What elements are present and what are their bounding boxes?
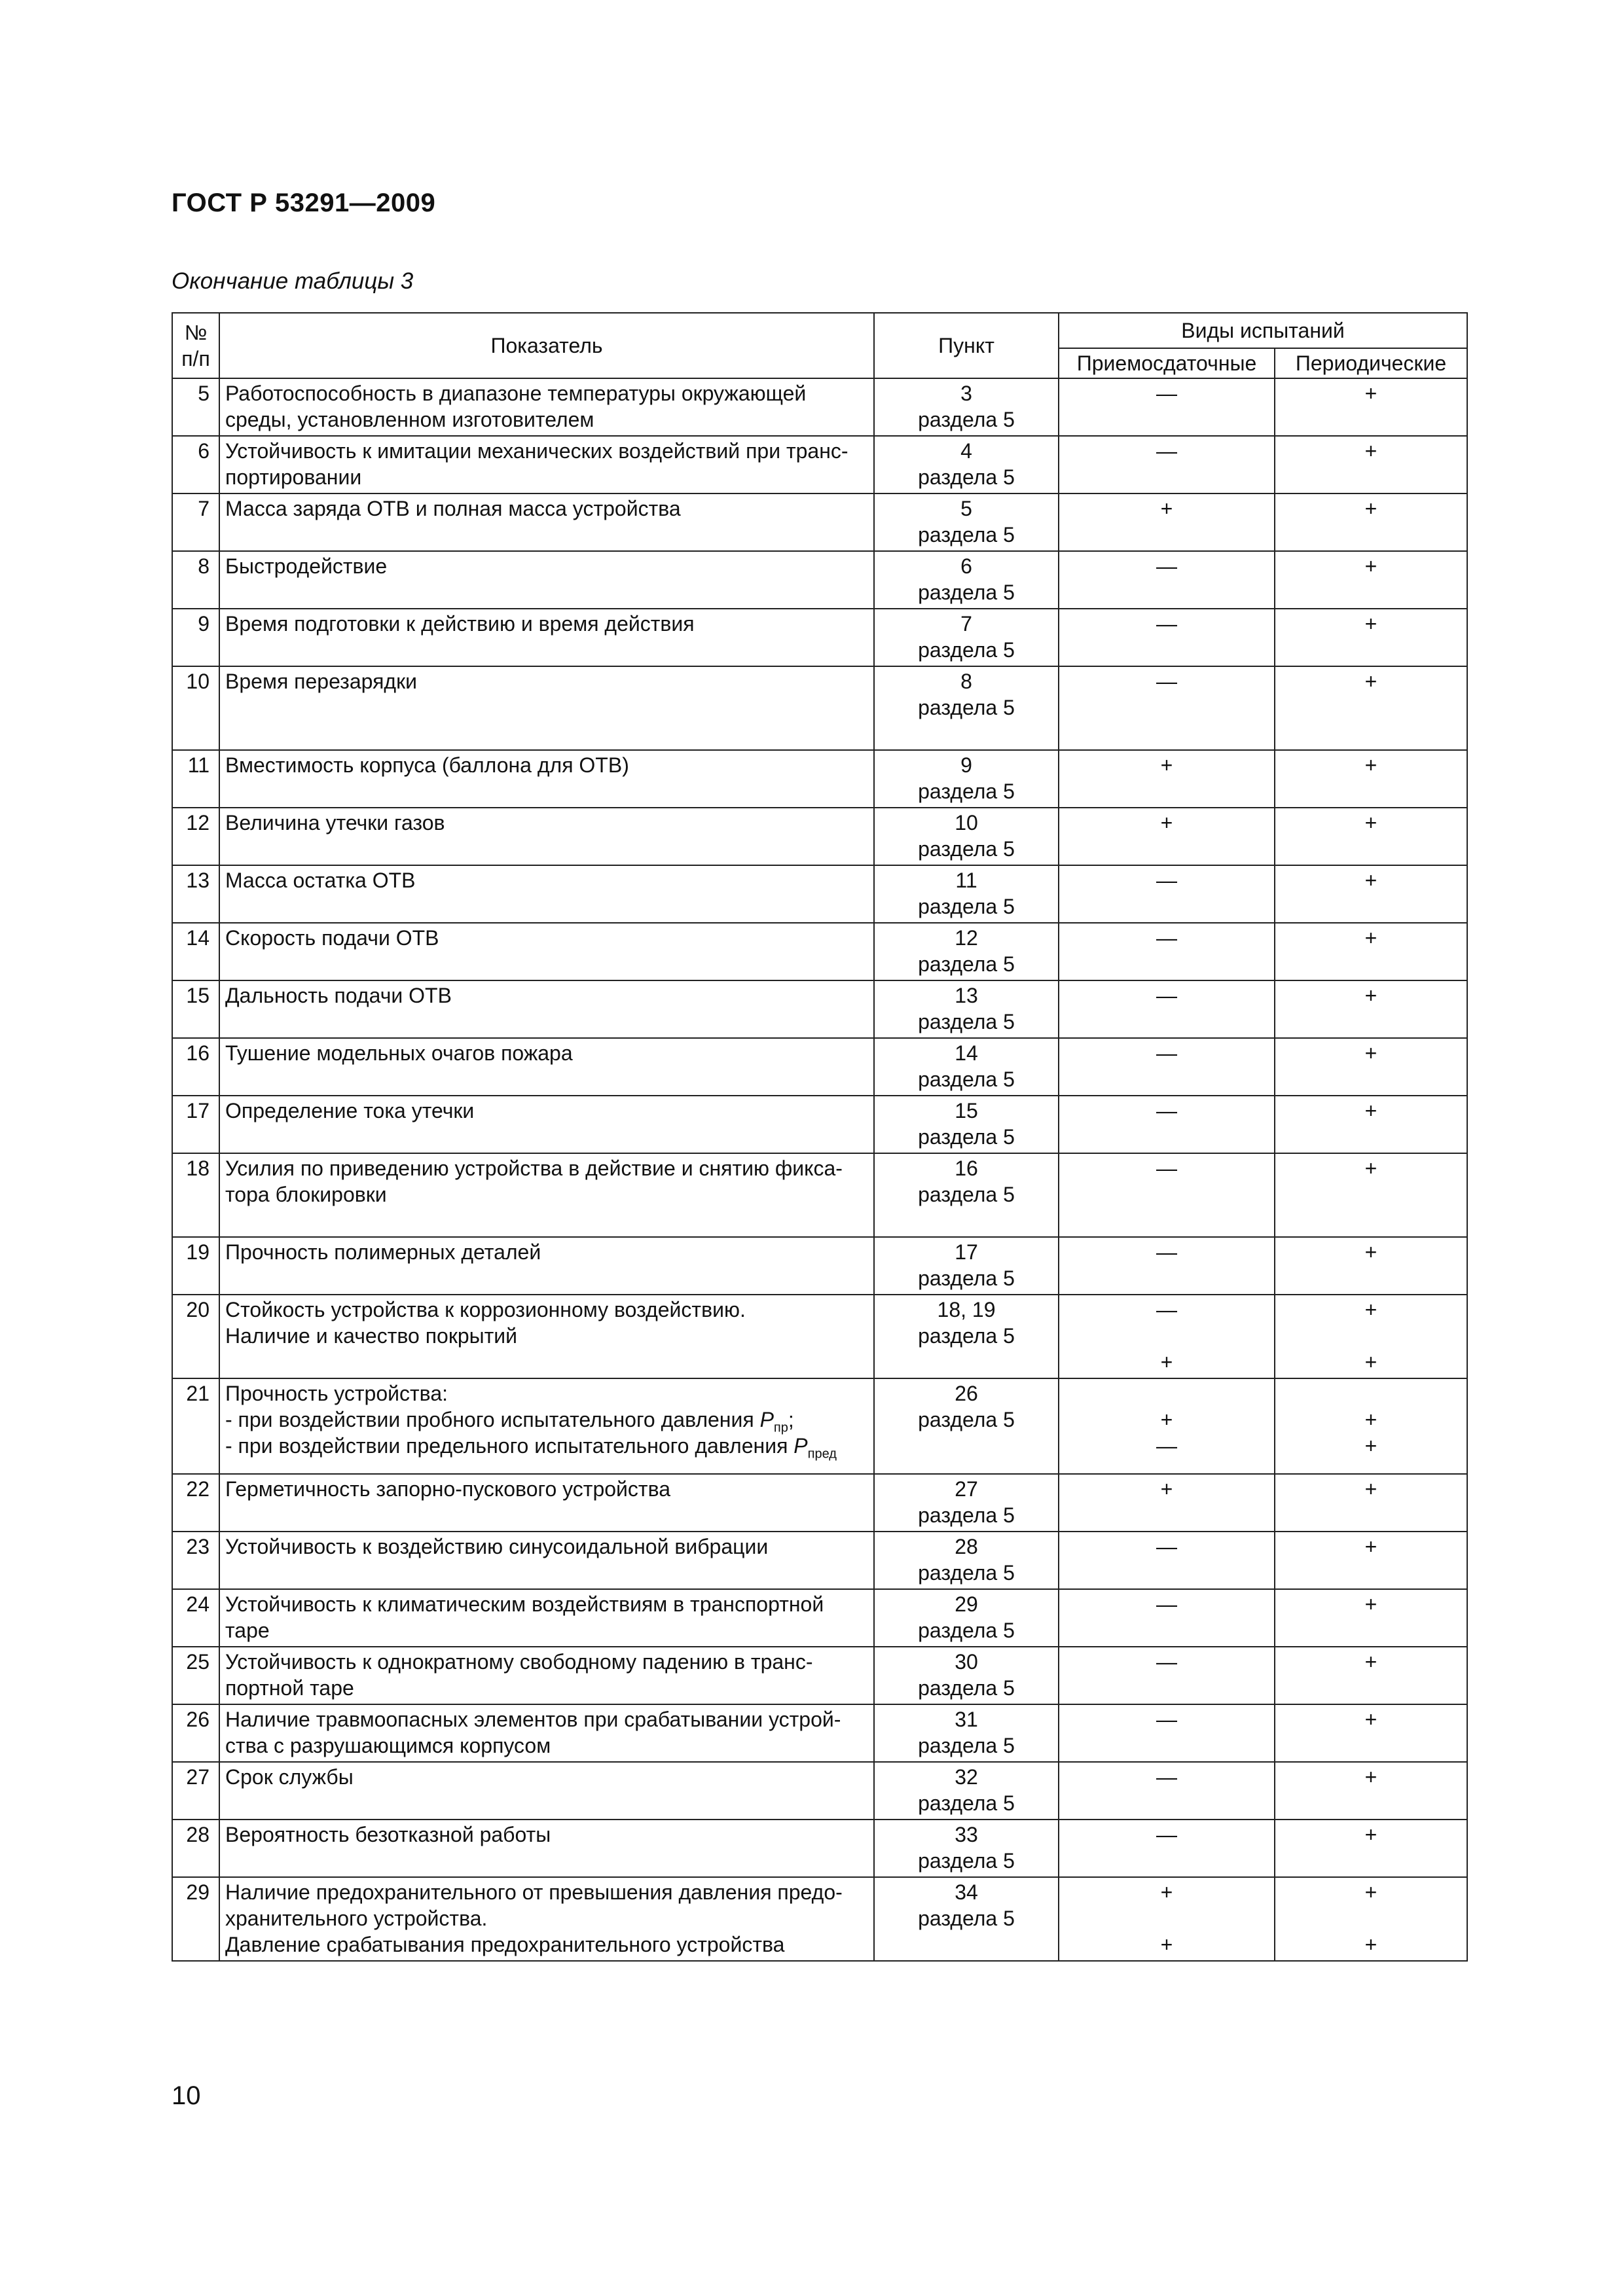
- periodic-mark: +: [1275, 1762, 1467, 1820]
- clause-cell: 15 раздела 5: [874, 1096, 1059, 1153]
- acceptance-mark: —: [1059, 1096, 1275, 1153]
- indicator-line: Скорость подачи ОТВ: [225, 926, 439, 950]
- clause-cell: 33 раздела 5: [874, 1820, 1059, 1877]
- row-number: 11: [172, 750, 219, 808]
- col-header-test-kinds: Виды испытаний: [1059, 313, 1467, 348]
- row-number: 9: [172, 609, 219, 666]
- indicator-cell: [219, 1877, 874, 1961]
- indicator-line: Устойчивость к климатическим воздействиям в транспортной: [225, 1592, 824, 1616]
- indicator-line: Прочность устройства:: [225, 1382, 448, 1405]
- periodic-mark: +: [1275, 1589, 1467, 1647]
- table-row: [172, 1877, 1467, 1961]
- indicator-line: Наличие предохранительного от превышения давления предо-: [225, 1880, 843, 1904]
- indicator-line: Работоспособность в диапазоне температуры окружающей: [225, 382, 807, 405]
- clause-cell: 12 раздела 5: [874, 923, 1059, 980]
- row-number: 25: [172, 1647, 219, 1704]
- periodic-mark: +: [1275, 666, 1467, 750]
- indicator-cell: [219, 1532, 874, 1589]
- indicator-line: Устойчивость к однократному свободному падению в транс-: [225, 1650, 813, 1674]
- acceptance-mark: —: [1059, 980, 1275, 1038]
- row-number: 14: [172, 923, 219, 980]
- acceptance-mark: —: [1059, 609, 1275, 666]
- acceptance-mark: —: [1059, 923, 1275, 980]
- clause-cell: 17 раздела 5: [874, 1237, 1059, 1295]
- indicator-cell: [219, 808, 874, 865]
- acceptance-mark: —: [1059, 436, 1275, 493]
- acceptance-mark: —: [1059, 1704, 1275, 1762]
- acceptance-mark: +: [1059, 750, 1275, 808]
- clause-cell: 34 раздела 5: [874, 1877, 1059, 1961]
- acceptance-mark: +: [1059, 1474, 1275, 1532]
- table-row: [172, 1474, 1467, 1532]
- table-row: [172, 808, 1467, 865]
- indicator-line: Наличие травмоопасных элементов при срабатывании устрой-: [225, 1708, 841, 1731]
- acceptance-mark: —: [1059, 378, 1275, 436]
- table-row: [172, 493, 1467, 551]
- clause-cell: 7 раздела 5: [874, 609, 1059, 666]
- row-number: 23: [172, 1532, 219, 1589]
- row-number: 6: [172, 436, 219, 493]
- indicator-cell: [219, 1647, 874, 1704]
- indicator-line: Время подготовки к действию и время действия: [225, 612, 695, 636]
- acceptance-mark: +: [1059, 493, 1275, 551]
- indicator-line: Дальность подачи ОТВ: [225, 984, 452, 1007]
- table-body: [172, 378, 1467, 1961]
- acceptance-mark: + +: [1059, 1877, 1275, 1961]
- acceptance-mark: —: [1059, 551, 1275, 609]
- indicator-line: Прочность полимерных деталей: [225, 1240, 541, 1264]
- indicator-line: ства с разрушающимся корпусом: [225, 1734, 551, 1757]
- periodic-mark: +: [1275, 1153, 1467, 1237]
- indicator-line: портной таре: [225, 1676, 354, 1700]
- tests-table: [172, 312, 1468, 1962]
- document-title: ГОСТ Р 53291—2009: [172, 188, 436, 217]
- acceptance-mark: —: [1059, 1820, 1275, 1877]
- clause-cell: 4 раздела 5: [874, 436, 1059, 493]
- row-number: 15: [172, 980, 219, 1038]
- clause-cell: 16 раздела 5: [874, 1153, 1059, 1237]
- clause-cell: 9 раздела 5: [874, 750, 1059, 808]
- row-number: 17: [172, 1096, 219, 1153]
- acceptance-mark: + —: [1059, 1378, 1275, 1474]
- table-row: [172, 750, 1467, 808]
- indicator-cell: [219, 436, 874, 493]
- table-row: [172, 1295, 1467, 1378]
- acceptance-mark: —: [1059, 1589, 1275, 1647]
- indicator-line: Масса остатка ОТВ: [225, 869, 416, 892]
- indicator-cell: [219, 493, 874, 551]
- table-caption: Окончание таблицы 3: [172, 268, 414, 294]
- indicator-cell: [219, 1295, 874, 1378]
- periodic-mark: +: [1275, 750, 1467, 808]
- table-row: [172, 666, 1467, 750]
- indicator-cell: [219, 1704, 874, 1762]
- indicator-cell: [219, 1378, 874, 1474]
- periodic-mark: + +: [1275, 1378, 1467, 1474]
- clause-cell: 32 раздела 5: [874, 1762, 1059, 1820]
- table-row: [172, 1038, 1467, 1096]
- acceptance-mark: — +: [1059, 1295, 1275, 1378]
- acceptance-mark: —: [1059, 1153, 1275, 1237]
- indicator-line: среды, установленном изготовителем: [225, 408, 594, 431]
- acceptance-mark: —: [1059, 865, 1275, 923]
- periodic-mark: +: [1275, 1096, 1467, 1153]
- acceptance-mark: —: [1059, 666, 1275, 750]
- row-number: 20: [172, 1295, 219, 1378]
- periodic-mark: +: [1275, 1532, 1467, 1589]
- periodic-mark: +: [1275, 493, 1467, 551]
- periodic-mark: +: [1275, 1038, 1467, 1096]
- clause-cell: 3 раздела 5: [874, 378, 1059, 436]
- acceptance-mark: —: [1059, 1532, 1275, 1589]
- indicator-cell: [219, 666, 874, 750]
- indicator-line: Вместимость корпуса (баллона для ОТВ): [225, 753, 629, 777]
- indicator-line: Масса заряда ОТВ и полная масса устройства: [225, 497, 681, 520]
- indicator-line: Стойкость устройства к коррозионному воздействию.: [225, 1298, 746, 1321]
- table-row: [172, 551, 1467, 609]
- table-row: [172, 1762, 1467, 1820]
- row-number: 27: [172, 1762, 219, 1820]
- periodic-mark: +: [1275, 1647, 1467, 1704]
- row-number: 19: [172, 1237, 219, 1295]
- clause-cell: 6 раздела 5: [874, 551, 1059, 609]
- periodic-mark: +: [1275, 378, 1467, 436]
- indicator-cell: [219, 923, 874, 980]
- table-row: [172, 436, 1467, 493]
- indicator-cell: [219, 750, 874, 808]
- col-header-indicator: Показатель: [219, 313, 874, 378]
- clause-cell: 28 раздела 5: [874, 1532, 1059, 1589]
- row-number: 16: [172, 1038, 219, 1096]
- periodic-mark: +: [1275, 923, 1467, 980]
- row-number: 22: [172, 1474, 219, 1532]
- page-number: 10: [172, 2081, 201, 2110]
- row-number: 21: [172, 1378, 219, 1474]
- table-header: [172, 313, 1467, 378]
- col-header-acceptance: Приемосдаточные: [1059, 348, 1275, 378]
- clause-cell: 10 раздела 5: [874, 808, 1059, 865]
- table-row: [172, 378, 1467, 436]
- periodic-mark: +: [1275, 551, 1467, 609]
- row-number: 26: [172, 1704, 219, 1762]
- indicator-line: Тушение модельных очагов пожара: [225, 1041, 573, 1065]
- table-row: [172, 1378, 1467, 1474]
- indicator-cell: [219, 1762, 874, 1820]
- row-number: 29: [172, 1877, 219, 1961]
- table-row: [172, 1589, 1467, 1647]
- acceptance-mark: —: [1059, 1647, 1275, 1704]
- periodic-mark: +: [1275, 1237, 1467, 1295]
- col-header-clause: Пункт: [874, 313, 1059, 378]
- table-row: [172, 1647, 1467, 1704]
- indicator-cell: [219, 609, 874, 666]
- periodic-mark: +: [1275, 865, 1467, 923]
- table-row: [172, 865, 1467, 923]
- indicator-line: Величина утечки газов: [225, 811, 445, 834]
- periodic-mark: +: [1275, 436, 1467, 493]
- indicator-line: - при воздействии пробного испытательного давления $P_{пр}$;: [225, 1408, 794, 1435]
- col-header-periodic: Периодические: [1275, 348, 1467, 378]
- acceptance-mark: —: [1059, 1237, 1275, 1295]
- row-number: 12: [172, 808, 219, 865]
- indicator-line: Быстродействие: [225, 554, 388, 578]
- periodic-mark: +: [1275, 980, 1467, 1038]
- indicator-line: Определение тока утечки: [225, 1099, 475, 1122]
- indicator-line: тора блокировки: [225, 1183, 387, 1206]
- indicator-line: портировании: [225, 465, 362, 489]
- periodic-mark: +: [1275, 1820, 1467, 1877]
- clause-cell: 29 раздела 5: [874, 1589, 1059, 1647]
- indicator-line: Устойчивость к имитации механических воздействий при транс-: [225, 439, 848, 463]
- indicator-line: Герметичность запорно-пускового устройства: [225, 1477, 670, 1501]
- indicator-cell: [219, 1589, 874, 1647]
- indicator-line: Срок службы: [225, 1765, 354, 1789]
- clause-cell: 14 раздела 5: [874, 1038, 1059, 1096]
- clause-cell: 30 раздела 5: [874, 1647, 1059, 1704]
- indicator-cell: [219, 865, 874, 923]
- periodic-mark: +: [1275, 808, 1467, 865]
- indicator-cell: [219, 1820, 874, 1877]
- periodic-mark: + +: [1275, 1295, 1467, 1378]
- table-row: [172, 923, 1467, 980]
- acceptance-mark: —: [1059, 1038, 1275, 1096]
- indicator-cell: [219, 980, 874, 1038]
- col-header-num: № п/п: [172, 313, 219, 378]
- indicator-cell: [219, 551, 874, 609]
- indicator-cell: [219, 1474, 874, 1532]
- periodic-mark: +: [1275, 1474, 1467, 1532]
- indicator-line: Устойчивость к воздействию синусоидальной вибрации: [225, 1535, 769, 1558]
- periodic-mark: +: [1275, 609, 1467, 666]
- table-row: [172, 1532, 1467, 1589]
- row-number: 28: [172, 1820, 219, 1877]
- indicator-cell: [219, 1237, 874, 1295]
- indicator-line: Усилия по приведению устройства в действие и снятию фикса-: [225, 1157, 843, 1180]
- periodic-mark: + +: [1275, 1877, 1467, 1961]
- clause-cell: 18, 19 раздела 5: [874, 1295, 1059, 1378]
- row-number: 7: [172, 493, 219, 551]
- table-row: [172, 1820, 1467, 1877]
- indicator-cell: [219, 1038, 874, 1096]
- clause-cell: 5 раздела 5: [874, 493, 1059, 551]
- clause-cell: 26 раздела 5: [874, 1378, 1059, 1474]
- indicator-line: таре: [225, 1619, 270, 1642]
- row-number: 5: [172, 378, 219, 436]
- table-row: [172, 1153, 1467, 1237]
- periodic-mark: +: [1275, 1704, 1467, 1762]
- clause-cell: 11 раздела 5: [874, 865, 1059, 923]
- indicator-line: Время перезарядки: [225, 670, 417, 693]
- indicator-cell: [219, 1096, 874, 1153]
- table-row: [172, 980, 1467, 1038]
- indicator-line: хранительного устройства.: [225, 1907, 488, 1930]
- acceptance-mark: +: [1059, 808, 1275, 865]
- table-row: [172, 1096, 1467, 1153]
- row-number: 18: [172, 1153, 219, 1237]
- indicator-cell: [219, 378, 874, 436]
- row-number: 13: [172, 865, 219, 923]
- table-row: [172, 1237, 1467, 1295]
- table-row: [172, 609, 1467, 666]
- indicator-line: - при воздействии предельного испытательного давления $P_{пред}$: [225, 1434, 837, 1462]
- indicator-cell: [219, 1153, 874, 1237]
- indicator-line: Давление срабатывания предохранительного устройства: [225, 1933, 785, 1956]
- clause-cell: 13 раздела 5: [874, 980, 1059, 1038]
- clause-cell: 31 раздела 5: [874, 1704, 1059, 1762]
- indicator-line: Вероятность безотказной работы: [225, 1823, 551, 1846]
- acceptance-mark: —: [1059, 1762, 1275, 1820]
- row-number: 10: [172, 666, 219, 750]
- clause-cell: 8 раздела 5: [874, 666, 1059, 750]
- clause-cell: 27 раздела 5: [874, 1474, 1059, 1532]
- indicator-line: Наличие и качество покрытий: [225, 1324, 518, 1348]
- row-number: 8: [172, 551, 219, 609]
- table-row: [172, 1704, 1467, 1762]
- row-number: 24: [172, 1589, 219, 1647]
